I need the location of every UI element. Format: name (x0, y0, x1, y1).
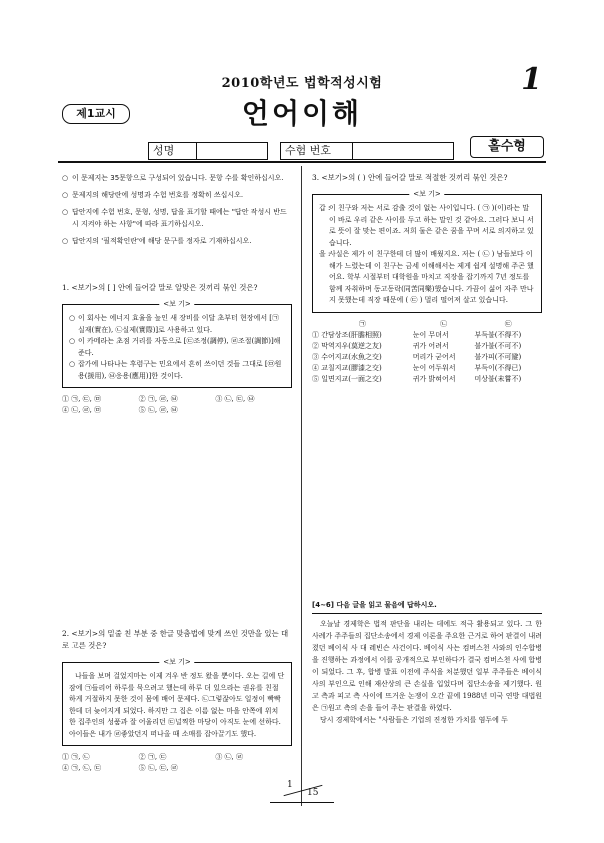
header-divider (58, 161, 546, 163)
option-1[interactable]: ① ㉠, ㉢, ㉤ (62, 395, 102, 403)
option-header: ㉡ (440, 319, 448, 328)
session-badge: 제1교시 (62, 104, 130, 124)
info-gap (268, 142, 280, 160)
bogi-paragraph: 나들을 보며 걸었지마는 이제 겨우 반 정도 왔을 뿐이다. 오는 길에 단잠에 ㉠들리어 하루를 묵으려고 했는데 하루 더 있으라는 권유를 친절하게 거절하지 못한 것이 몸에 배어 문제다. ㉡그렇잖아도 일정이 빡빡한데 더 늦어지게 되었다. 하지만 그 집은 이름 없는 마을 안쪽에 위치한 집주인의 성품과 잘 어울리던 ㉢널찍한 마당이 아직도 눈에 선하다. 아이들은 내가 ㉣좋았던지 떠나올 때 소매를 잡아끌기도 했다. (69, 672, 285, 738)
question-1-options (62, 394, 292, 416)
option-1[interactable]: ① ㉠, ㉡ (62, 753, 90, 761)
option-header-row (312, 319, 542, 330)
option-cell: 머리가 굳어서 (412, 352, 456, 361)
dialog-speaker: 갑 : (319, 204, 331, 212)
column-divider (301, 166, 302, 806)
option-header: ㉢ (504, 319, 512, 328)
exam-id-label: 수험 번호 (280, 142, 352, 160)
question-1-bogi-box (62, 300, 292, 388)
option-cell: 부득불(不得不) (474, 330, 522, 339)
exam-id-field[interactable] (352, 142, 454, 160)
option-header: ㉠ (358, 319, 366, 328)
passage-paragraph: 당시 경제학에서는 "사람들은 기업의 진정한 가치를 염두에 두 (320, 715, 508, 724)
option-cell: 불가피(不可避) (474, 352, 522, 361)
bogi-item: ○ 이 회사는 에너지 효율을 높인 새 장비를 이달 초부터 현장에서 [㉠실재(實在), ㉡실제(實際)]로 사용하고 있다. (69, 313, 285, 336)
question-3-stem: 3. <보기>의 ( ) 안에 들어갈 말로 적절한 것끼리 묶인 것은? (312, 173, 508, 182)
question-2-stem: 2. <보기>의 밑줄 친 부분 중 한글 맞춤법에 맞게 쓰인 것만을 있는 대로 고른 것은? (62, 629, 289, 650)
option-cell: ③ 수어지교(水魚之交) (312, 352, 382, 361)
option-cell: 미상불(未嘗不) (474, 374, 522, 383)
option-cell: ⑤ 일면지교(一面之交) (312, 374, 382, 383)
page-number-large: 1 (521, 62, 542, 97)
name-label: 성명 (148, 142, 196, 160)
exam-title: 2010학년도 법학적성시험 (221, 76, 383, 91)
paper-type-badge: 홀수형 (470, 136, 544, 158)
page-indicator (283, 780, 323, 800)
spacer (312, 385, 542, 599)
option-row[interactable] (312, 330, 542, 341)
option-2[interactable]: ② ㉠, ㉢ (138, 753, 167, 761)
dialog-line (319, 203, 535, 249)
dialog-text: 사실은 제가 이 친구한테 더 많이 배웠지요. 저는 ( ㉡ ) 남들보다 이해가 느렸는데 이 친구는 금세 이해해서는 제게 쉽게 설명해 주곤 했어요. 학부 시절부터 대학원을 마치고 직장을 잡기까지 7년 정도를 함께 자취하며 동고동락(同苦同樂)했습니다. 가끔이 싫어 자주 만나지 못했는데 직장 때문에 ( ㉢ ) 멀리 떨어져 살고 있습니다. (329, 250, 534, 304)
option-cell: ② 막역지우(莫逆之友) (312, 341, 382, 350)
left-column (62, 172, 292, 774)
question-2-options (62, 752, 292, 774)
option-row[interactable] (312, 352, 542, 363)
dialog-text: 이 친구와 저는 서로 감출 것이 없는 사이입니다. ( ㉠ )(이)라는 말이 바로 우리 같은 사이를 두고 하는 말인 것 같아요. 그러다 보니 서로 뜻이 잘 맞는 편이죠. 저희 둘은 같은 꿈을 꾸며 서로 의지하고 있습니다. (329, 204, 534, 247)
bogi-title: <보 기> (409, 189, 444, 200)
option-cell: ① 간담상조(肝膽相照) (312, 330, 382, 339)
name-field[interactable] (196, 142, 268, 160)
bogi-title: <보 기> (159, 657, 194, 668)
option-3[interactable]: ③ ㉡, ㉣ (215, 753, 244, 761)
passage-paragraph: 오늘날 경제학은 법적 판단을 내리는 데에도 적극 활용되고 있다. 그 한 사례가 주주들의 집단소송에서 경제 이론을 주요한 근거로 하여 판결이 내려졌던 베이식 사 대 레빈슨 사건이다. 베이식 사는 컴버스천 사와의 인수합병을 진행하는 과정에서 이를 공개적으로 부인하다가 결국 컴버스천 사에 합병이 되었다. 그 후, 합병 발표 이전에 주식을 처분했던 일부 주주들은 베이식 사의 부인으로 인해 재산상의 큰 손실을 입었다며 집단소송을 제기했다. 원고 측과 피고 측 사이에 뜨거운 논쟁이 오간 끝에 1988년 미국 연방 대법원은 ㉠원고 측의 손을 들어 주는 판결을 하였다. (312, 619, 542, 712)
bogi-title: <보 기> (159, 299, 194, 310)
option-cell: ④ 교칠지교(膠漆之交) (312, 363, 382, 372)
question-3-options (312, 319, 542, 385)
option-5[interactable]: ⑤ ㉡, ㉣, ㉥ (138, 406, 178, 414)
option-cell: 귀가 밝혀어서 (412, 374, 456, 383)
dialog-speaker: 을 : (319, 250, 331, 258)
footer-rule (270, 802, 334, 803)
subject-title: 언어이해 (241, 97, 363, 130)
notice-list (62, 172, 292, 247)
page-total: 15 (307, 788, 319, 798)
option-4[interactable]: ④ ㉠, ㉡, ㉢ (62, 764, 102, 772)
set-4-6-header: [4~6] 다음 글을 읽고 물음에 답하시오. (312, 599, 542, 614)
question-3-bogi-box (312, 190, 542, 313)
option-cell: 귀가 어려서 (412, 341, 449, 350)
question-2-bogi-box (62, 658, 292, 746)
option-4[interactable]: ④ ㉡, ㉣, ㉤ (62, 406, 102, 414)
notice-item: ○ 문제지의 해당란에 성명과 수험 번호를 정확히 쓰십시오. (62, 189, 292, 201)
spacer (62, 416, 292, 628)
option-5[interactable]: ⑤ ㉡, ㉢, ㉣ (138, 764, 178, 772)
option-cell: 불가불(不可不) (474, 341, 522, 350)
option-cell: 눈이 무뎌서 (412, 330, 449, 339)
notice-item: ○ 답안지에 수험 번호, 문형, 성명, 답을 표기할 때에는 "답안 작성시 반드시 지켜야 하는 사항"에 따라 표기하십시오. (62, 206, 292, 230)
option-cell: 눈이 어두워서 (412, 363, 456, 372)
dialog-line (319, 249, 535, 307)
page-current: 1 (287, 780, 293, 790)
notice-item: ○ 답안지의 '필적확인란'에 해당 문구를 정자로 기재하십시오. (62, 235, 292, 247)
candidate-info-bar (148, 142, 454, 160)
option-row[interactable] (312, 374, 542, 385)
option-3[interactable]: ③ ㉡, ㉢, ㉥ (215, 395, 255, 403)
option-row[interactable] (312, 363, 542, 374)
question-1-stem: 1. <보기>의 [ ] 안에 들어갈 말로 알맞은 것끼리 묶인 것은? (62, 283, 258, 292)
bogi-item: ○ 잡가에 나타나는 후렴구는 민요에서 흔히 쓰이던 것들 그대로 [㉤원용(援用), ㉥응용(應用)]한 것이다. (69, 359, 285, 382)
option-cell: 부득이(不得已) (474, 363, 522, 372)
right-column (312, 172, 542, 726)
notice-item: ○ 이 문제지는 35문항으로 구성되어 있습니다. 문항 수를 확인하십시오. (62, 172, 292, 184)
option-2[interactable]: ② ㉠, ㉣, ㉥ (138, 395, 178, 403)
bogi-item: ○ 이 카메라는 초점 거리를 자동으로 [㉢조정(調停), ㉣조절(調節)]해 준다. (69, 336, 285, 359)
option-row[interactable] (312, 341, 542, 352)
spacer (62, 252, 292, 282)
